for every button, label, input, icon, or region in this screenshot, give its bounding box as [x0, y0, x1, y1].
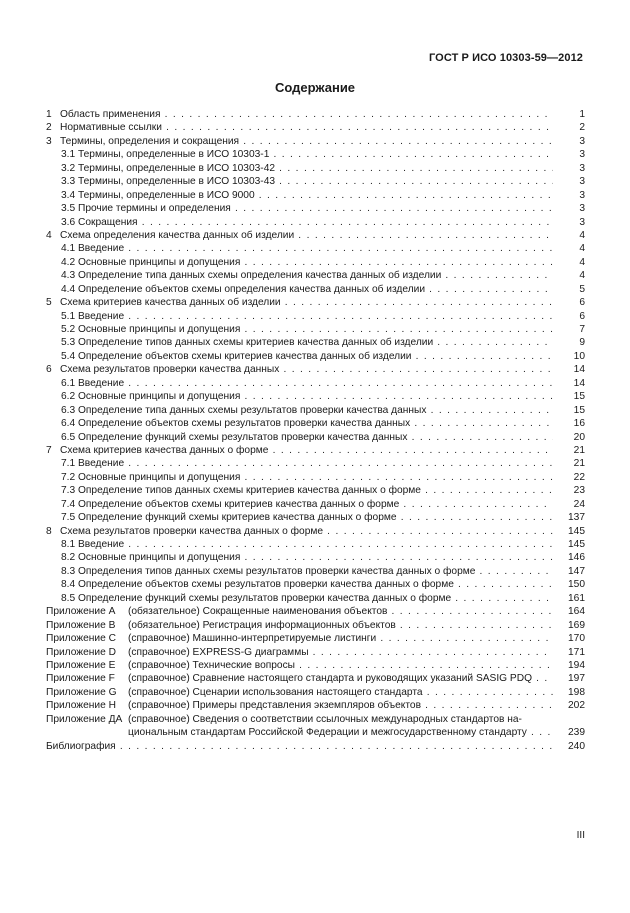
toc-entry-page: 23	[573, 485, 585, 497]
toc-entry[interactable]	[45, 646, 585, 659]
toc-entry-number: Приложение ДА	[46, 713, 123, 725]
page-title: Содержание	[274, 80, 356, 95]
toc-entry-title: 3.5 Прочие термины и определения . . .	[61, 202, 553, 215]
toc-entry-page: 15	[573, 404, 585, 416]
toc-entry[interactable]	[45, 538, 585, 551]
toc-entry-title: (справочное) Технические вопросы . . .	[128, 659, 553, 672]
toc-entry-title: 3.4 Термины, определенные в ИСО 9000 . . .	[61, 189, 553, 202]
toc-entry[interactable]	[45, 363, 585, 376]
toc-entry-page: 7	[579, 324, 585, 335]
toc-entry[interactable]	[45, 578, 585, 591]
toc-entry-page: 14	[573, 377, 585, 389]
toc-entry-page: 22	[573, 471, 585, 483]
toc-entry-title: 4.1 Введение . . .	[61, 242, 553, 255]
toc-entry[interactable]	[45, 162, 585, 175]
toc-entry-page: 15	[573, 391, 585, 403]
toc-entry-title: 8.1 Введение . . .	[61, 538, 553, 551]
toc-entry-page: 3	[579, 162, 585, 174]
toc-entry-title: 6.2 Основные принципы и допущения . . .	[61, 390, 553, 403]
toc-entry-title: 4.3 Определение типа данных схемы определения качества данных об изделии . . .	[61, 269, 553, 282]
toc-entry-page: 164	[568, 606, 585, 618]
toc-entry[interactable]	[45, 202, 585, 215]
toc-entry-title: 3.3 Термины, определенные в ИСО 10303-43 . . .	[61, 175, 553, 188]
toc-entry[interactable]	[45, 310, 585, 323]
toc-entry-title: 6.3 Определение типа данных схемы результатов проверки качества данных . . .	[61, 404, 553, 417]
toc-entry-page: 239	[568, 727, 585, 739]
toc-entry-page: 10	[573, 350, 585, 362]
toc-entry-title: Нормативные ссылки . . .	[60, 121, 553, 134]
toc-entry[interactable]	[45, 417, 585, 430]
toc-entry[interactable]	[45, 605, 585, 618]
toc-entry-title: (справочное) Сравнение настоящего стандарта и руководящих указаний SASIG PDQ . . .	[128, 672, 553, 685]
toc-entry-number: Приложение F	[46, 673, 115, 685]
toc-entry-page: 3	[579, 149, 585, 161]
toc-entry-number: Приложение A	[46, 606, 116, 618]
toc-entry-page: 24	[573, 498, 585, 510]
toc-entry-page: 171	[568, 646, 585, 658]
toc-entry[interactable]	[45, 672, 585, 685]
toc-entry-number: 8	[46, 525, 52, 537]
toc-entry[interactable]	[45, 350, 585, 363]
toc-entry[interactable]	[45, 431, 585, 444]
toc-entry[interactable]	[45, 148, 585, 161]
toc-entry[interactable]	[45, 377, 585, 390]
table-of-contents	[45, 108, 585, 753]
toc-entry-number: 6	[46, 364, 52, 376]
toc-entry[interactable]	[45, 551, 585, 564]
toc-entry-number: 5	[46, 297, 52, 309]
toc-entry-number: 7	[46, 444, 52, 456]
toc-entry[interactable]	[45, 390, 585, 403]
toc-entry-page: 1	[579, 109, 585, 120]
toc-entry[interactable]	[45, 242, 585, 255]
toc-entry-title: (обязательное) Сокращенные наименования объектов . . .	[128, 605, 553, 618]
toc-entry[interactable]	[45, 471, 585, 484]
toc-entry[interactable]	[45, 269, 585, 282]
toc-entry-title: 6.4 Определение объектов схемы результатов проверки качества данных . . .	[61, 417, 553, 430]
toc-entry-number: Приложение G	[46, 686, 117, 698]
toc-entry-page: 240	[568, 740, 585, 752]
toc-entry-title: Схема результатов проверки качества данных о форме . . .	[60, 525, 553, 538]
toc-entry-page: 3	[579, 203, 585, 215]
toc-entry-page: 5	[579, 283, 585, 295]
toc-entry[interactable]	[45, 726, 585, 739]
toc-entry-page: 3	[579, 216, 585, 228]
toc-entry[interactable]	[45, 404, 585, 417]
toc-entry-page: 14	[573, 364, 585, 376]
toc-entry-page: 170	[568, 633, 585, 645]
toc-entry-title: (справочное) EXPRESS-G диаграммы . . .	[128, 646, 553, 659]
toc-entry-title: 5.4 Определение объектов схемы критериев качества данных об изделии . . .	[61, 350, 553, 363]
toc-entry[interactable]	[45, 444, 585, 457]
toc-entry-page: 147	[568, 565, 585, 577]
toc-entry[interactable]	[45, 740, 585, 753]
toc-entry-number: 2	[46, 122, 52, 134]
toc-entry-title: (справочное) Сведения о соответствии ссылочных международных стандартов на-	[128, 713, 522, 725]
toc-entry-title: 8.2 Основные принципы и допущения . . .	[61, 551, 553, 564]
toc-entry-title: 8.5 Определение функций схемы результатов проверки качества данных о форме . . .	[61, 592, 553, 605]
toc-entry-page: 198	[568, 686, 585, 698]
toc-entry-title: 8.4 Определение объектов схемы результатов проверки качества данных о форме . . .	[61, 578, 553, 591]
toc-entry[interactable]	[45, 498, 585, 511]
toc-entry-page: 202	[568, 700, 585, 712]
toc-entry-title: 7.2 Основные принципы и допущения . . .	[61, 471, 553, 484]
toc-entry[interactable]	[45, 619, 585, 632]
toc-entry[interactable]	[45, 296, 585, 309]
toc-entry[interactable]	[45, 686, 585, 699]
toc-entry-number: 4	[46, 229, 52, 241]
toc-entry-title: 6.1 Введение . . .	[61, 377, 553, 390]
toc-entry-title: 3.1 Термины, определенные в ИСО 10303-1 . . .	[61, 148, 553, 161]
toc-entry[interactable]	[45, 283, 585, 296]
toc-entry-title: 7.5 Определение функций схемы критериев качества данных о форме . . .	[61, 511, 553, 524]
toc-entry-page: 4	[579, 243, 585, 255]
toc-entry-title: 3.6 Сокращения . . .	[61, 216, 553, 229]
toc-entry-title: 4.2 Основные принципы и допущения . . .	[61, 256, 553, 269]
toc-entry-title: 7.1 Введение . . .	[61, 457, 553, 470]
toc-entry-number: 1	[46, 109, 52, 120]
toc-entry-page: 4	[579, 256, 585, 268]
toc-entry[interactable]	[45, 229, 585, 242]
toc-entry[interactable]	[45, 457, 585, 470]
toc-entry[interactable]	[45, 525, 585, 538]
toc-entry-page: 197	[568, 673, 585, 685]
toc-entry-title: 7.4 Определение объектов схемы критериев качества данных о форме . . .	[61, 498, 553, 511]
toc-entry-page: 145	[568, 539, 585, 550]
toc-entry-title: 8.3 Определения типов данных схемы результатов проверки качества данных о форме . . .	[61, 565, 553, 578]
toc-entry-page: 4	[579, 229, 585, 241]
toc-entry-number: Приложение H	[46, 700, 116, 712]
toc-entry-title: (справочное) Машинно-интерпретируемые листинги . . .	[128, 632, 553, 645]
toc-entry-title: 5.2 Основные принципы и допущения . . .	[61, 323, 553, 336]
toc-entry-number: Приложение E	[46, 659, 116, 671]
toc-entry-number: Приложение D	[46, 646, 116, 658]
toc-entry-page: 21	[573, 458, 585, 470]
toc-entry-title: 4.4 Определение объектов схемы определения качества данных об изделии . . .	[61, 283, 553, 296]
toc-entry[interactable]	[45, 216, 585, 229]
toc-entry-title: Схема критериев качества данных о форме . . .	[60, 444, 553, 457]
toc-entry-title: Библиография . . .	[46, 740, 553, 753]
toc-entry-number: Приложение C	[46, 633, 116, 645]
toc-entry-page: 3	[579, 189, 585, 201]
toc-entry-number: 3	[46, 135, 52, 147]
toc-entry-title: (справочное) Примеры представления экземпляров объектов . . .	[128, 699, 553, 712]
toc-entry-title: 3.2 Термины, определенные в ИСО 10303-42 . . .	[61, 162, 553, 175]
toc-entry[interactable]	[45, 256, 585, 269]
toc-entry[interactable]	[45, 336, 585, 349]
toc-entry[interactable]	[45, 189, 585, 202]
toc-entry-page: 2	[579, 122, 585, 134]
toc-entry-page: 146	[568, 552, 585, 564]
page-number: III	[576, 830, 585, 841]
toc-entry[interactable]	[45, 565, 585, 578]
toc-entry-title: Термины, определения и сокращения . . .	[60, 135, 553, 148]
toc-entry-title: 5.1 Введение . . .	[61, 310, 553, 323]
toc-entry-title: Схема результатов проверки качества данных . . .	[60, 363, 553, 376]
toc-entry[interactable]	[45, 175, 585, 188]
toc-entry[interactable]	[45, 511, 585, 524]
toc-entry-title: 6.5 Определение функций схемы результатов проверки качества данных . . .	[61, 431, 553, 444]
toc-entry-page: 20	[573, 431, 585, 443]
toc-entry[interactable]	[45, 632, 585, 645]
toc-entry-page: 150	[568, 579, 585, 591]
toc-entry[interactable]	[45, 713, 585, 726]
toc-entry-page: 145	[568, 525, 585, 537]
toc-entry-page: 21	[573, 444, 585, 456]
toc-entry-title: (обязательное) Регистрация информационных объектов . . .	[128, 619, 553, 632]
toc-entry-title: Схема критериев качества данных об изделии . . .	[60, 296, 553, 309]
document-id-header: ГОСТ Р ИСО 10303-59—2012	[428, 52, 583, 64]
toc-entry-page: 137	[568, 512, 585, 524]
toc-entry[interactable]	[45, 108, 585, 121]
toc-entry-title: (справочное) Сценарии использования настоящего стандарта . . .	[128, 686, 553, 699]
toc-entry[interactable]	[45, 484, 585, 497]
toc-entry-page: 169	[568, 619, 585, 631]
toc-entry-number: Приложение B	[46, 619, 116, 631]
toc-entry-title: 7.3 Определение типов данных схемы критериев качества данных о форме . . .	[61, 484, 553, 497]
toc-entry-page: 3	[579, 176, 585, 188]
toc-entry-page: 9	[579, 337, 585, 349]
toc-entry-title: 5.3 Определение типов данных схемы критериев качества данных об изделии . . .	[61, 336, 553, 349]
toc-entry[interactable]	[45, 699, 585, 712]
toc-entry[interactable]	[45, 659, 585, 672]
toc-entry-title: Область применения . . .	[60, 108, 553, 121]
toc-entry-page: 6	[579, 297, 585, 309]
toc-entry[interactable]	[45, 592, 585, 605]
toc-entry-title: Схема определения качества данных об изделии . . .	[60, 229, 553, 242]
toc-entry-title: циональным стандартам Российской Федерации и межгосударственному стандарту . . .	[128, 726, 553, 739]
toc-entry[interactable]	[45, 121, 585, 134]
toc-entry-page: 3	[579, 135, 585, 147]
toc-entry-page: 16	[573, 418, 585, 430]
toc-entry-page: 161	[568, 592, 585, 604]
toc-entry-page: 6	[579, 310, 585, 322]
toc-entry-page: 4	[579, 270, 585, 282]
toc-entry[interactable]	[45, 135, 585, 148]
toc-entry[interactable]	[45, 323, 585, 336]
toc-entry-page: 194	[568, 659, 585, 671]
